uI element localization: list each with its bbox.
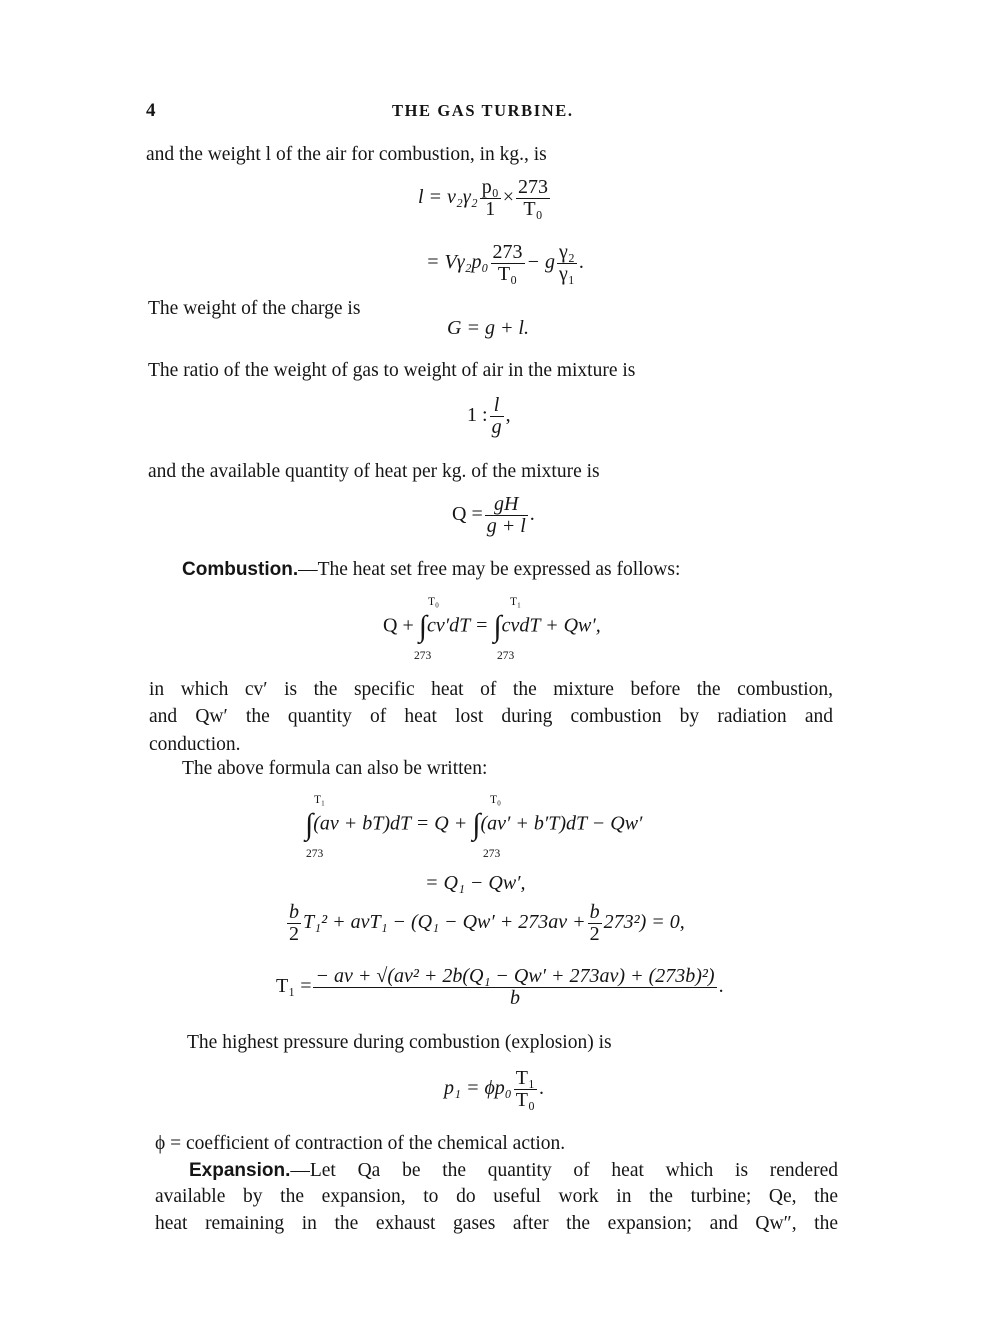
eq9-frac-2 <box>588 902 602 945</box>
eq7-lower-2: 273 <box>483 848 501 860</box>
eq4-den: g <box>491 416 502 438</box>
eq11-num: T₁ <box>515 1067 535 1089</box>
expansion-line-3: heat remaining in the exhaust gases after the expansion; and Qw″, the <box>155 1213 838 1234</box>
equation-quadratic <box>285 902 685 945</box>
equation-ratio <box>467 395 511 438</box>
eq1-frac-2 <box>516 177 550 220</box>
equation-air-weight <box>418 177 552 220</box>
eq10-end: . <box>718 975 724 998</box>
eq6-upper-1: T₀ <box>428 596 440 608</box>
eq5-lhs: Q = <box>452 503 483 526</box>
which-line-1: in which cv′ is the specific heat of the mixture before the combustion, <box>149 679 833 700</box>
expansion-line-2: available by the expansion, to do useful work in the turbine; Qe, the <box>155 1186 838 1207</box>
eq6-lower-2: 273 <box>497 650 515 662</box>
eq9-end: 273²) = 0, <box>603 911 685 934</box>
eq11-end: . <box>538 1077 544 1100</box>
equation-charge <box>447 317 529 340</box>
eq5-den: g + l <box>486 515 526 537</box>
eq1-num2: 273 <box>517 176 548 198</box>
eq6-upper-2: T₁ <box>510 596 522 608</box>
which-line-2: and Qw′ the quantity of heat lost during combustion by radiation and <box>149 706 833 727</box>
eq4-frac <box>490 395 504 438</box>
combustion-paragraph <box>182 556 680 583</box>
page-number: 4 <box>146 100 156 121</box>
eq2-lhs: = Vγ₂p₀ <box>426 251 489 274</box>
phi-line: ϕ = coefficient of contraction of the chemical action. <box>155 1133 566 1154</box>
eq2-frac-1 <box>491 242 525 285</box>
eq2-den1: T₀ <box>497 263 518 285</box>
eq2-den2: γ₁ <box>559 263 575 285</box>
eq9-num1: b <box>289 901 299 923</box>
expansion-text-1: —Let Qa be the quantity of heat which is rendered <box>290 1160 838 1181</box>
eq2-end: . <box>578 251 584 274</box>
eq11-frac <box>514 1068 537 1111</box>
eq9-frac-1 <box>287 902 301 945</box>
eq6-a: Q + <box>383 614 414 637</box>
eq7-upper-2: T₀ <box>490 794 502 806</box>
equation-heat <box>452 494 535 537</box>
equation-q1 <box>425 872 526 895</box>
eq10-den: b <box>510 987 521 1009</box>
eq10-frac <box>313 966 716 1009</box>
eq11-lhs: p₁ = ϕp₀ <box>444 1077 512 1100</box>
charge-line: The weight of the charge is <box>148 298 361 319</box>
expansion-heading: Expansion. <box>189 1160 291 1181</box>
which-line-3: conduction. <box>149 734 241 755</box>
eq1-frac-1 <box>480 177 501 220</box>
equation-air-weight-2 <box>426 242 584 285</box>
eq3: G = g + l. <box>447 317 529 339</box>
eq9-mid: T₁² + avT₁ − (Q₁ − Qw′ + 273av + <box>303 911 586 934</box>
eq5-num: gH <box>485 494 528 516</box>
integral-sign: ∫ <box>472 808 481 841</box>
equation-pressure <box>444 1068 544 1111</box>
eq10-lhs: T₁ = <box>276 975 312 998</box>
eq7-upper-1: T₁ <box>314 794 326 806</box>
combustion-text: —The heat set free may be expressed as follows: <box>298 559 681 580</box>
eq2-num1: 273 <box>492 241 523 263</box>
eq7-lower-1: 273 <box>306 848 324 860</box>
eq9-den2: 2 <box>589 923 600 945</box>
eq2-num2: γ₂ <box>559 241 575 263</box>
intro-line: and the weight l of the air for combustion, in kg., is <box>146 144 547 165</box>
eq9-den1: 2 <box>289 923 299 945</box>
integral-sign: ∫ <box>418 610 427 643</box>
equation-integral <box>305 810 642 840</box>
eq6-b: cv′dT = <box>426 614 489 637</box>
eq11-den: T₀ <box>515 1089 535 1111</box>
eq7-a: (av + bT)dT = Q + <box>313 812 468 835</box>
integral-sign: ∫ <box>493 610 502 643</box>
eq1-den2: T₀ <box>523 198 543 220</box>
eq6-lower-1: 273 <box>414 650 432 662</box>
ratio-line: The ratio of the weight of gas to weight of air in the mixture is <box>148 360 636 381</box>
eq2-mid: − g <box>526 251 555 274</box>
highest-line: The highest pressure during combustion (explosion) is <box>187 1032 612 1053</box>
expansion-paragraph <box>189 1157 838 1184</box>
eq4-num: l <box>490 395 504 417</box>
eq6-c: cvdT + Qw′, <box>501 614 601 637</box>
eq8: = Q₁ − Qw′, <box>425 872 526 894</box>
heat-line: and the available quantity of heat per kg. of the mixture is <box>148 461 600 482</box>
eq1-num1: p₀ <box>481 176 499 198</box>
eq1-den1: 1 <box>485 198 496 220</box>
eq4-end: , <box>505 404 511 427</box>
above-line: The above formula can also be written: <box>182 758 488 779</box>
equation-t1 <box>276 966 724 1009</box>
eq4-lhs: 1 : <box>467 404 488 427</box>
eq1-mid: × <box>502 186 514 209</box>
running-title: THE GAS TURBINE. <box>392 101 574 120</box>
eq2-frac-2 <box>557 242 577 285</box>
equation-combustion <box>383 612 601 652</box>
eq7-b: (av′ + b′T)dT − Qw′ <box>480 812 643 835</box>
eq5-end: . <box>529 503 535 526</box>
combustion-heading: Combustion. <box>182 559 299 580</box>
eq9-num2: b <box>589 901 600 923</box>
eq5-frac <box>485 494 528 537</box>
integral-sign: ∫ <box>305 808 314 841</box>
eq10-num: − av + √(av² + 2b(Q₁ − Qw′ + 273av) + (273b)²) <box>315 965 715 987</box>
eq1-lhs: l = v₂γ₂ <box>418 186 478 209</box>
